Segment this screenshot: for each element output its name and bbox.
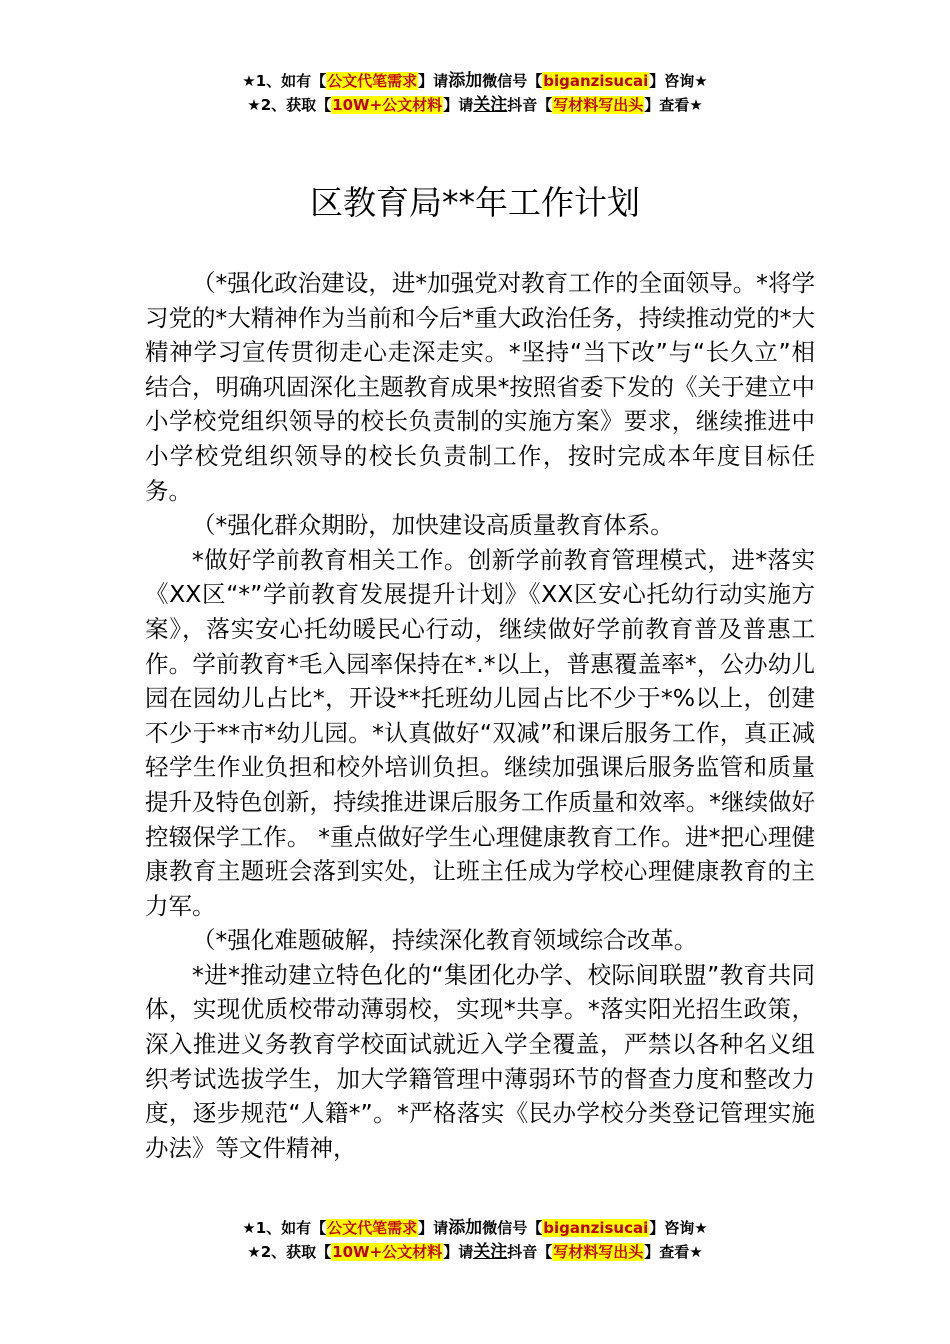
promo-line-1: ★1、如有【公文代笔需求】请添加微信号【biganzisucai】咨询★ — [242, 1218, 708, 1238]
paragraph: *进*推动建立特色化的“集团化办学、校际间联盟”教育共同体，实现优质校带动薄弱校，实现*共享。*落实阳光招生政策，深入推进义务教育学校面试就近入学全覆盖，严禁以各种名义组织考试选拔学生，加大学籍管理中薄弱环节的督查力度和整改力度，逐步规范“人籍*”。*严格落实《民办学校分类登记管理实施办法》等文件精神， — [145, 960, 815, 1162]
paragraph: （*强化难题破解，持续深化教育领域综合改革。 — [192, 926, 698, 955]
highlight-materials: 10W+公文材料 — [332, 96, 443, 114]
paragraph: （*强化政治建设，进*加强党对教育工作的全面领导。*将学习党的*大精神作为当前和今后*重大政治任务，持续推动党的*大精神学习宣传贯彻走心走深走实。*坚持“当下改”与“长久立”相结合，明确巩固深化主题教育成果*按照省委下发的《关于建立中小学校党组织领导的校长负责制的实施方案》要求，继续推进中小学校党组织领导的校长负责制工作，按时完成本年度目标任务。 — [145, 269, 815, 505]
highlight-service: 公文代笔需求 — [327, 72, 418, 90]
highlight-materials: 10W+公文材料 — [332, 1243, 443, 1261]
highlight-douyin: 写材料写出头 — [553, 96, 644, 114]
promo-banner-top — [0, 69, 950, 117]
highlight-wechat-id: biganzisucai — [543, 1219, 649, 1237]
highlight-wechat-id: biganzisucai — [543, 72, 649, 90]
paragraph: *做好学前教育相关工作。创新学前教育管理模式，进*落实《XX区“*”学前教育发展提升计划》《XX区安心托幼行动实施方案》，落实安心托幼暖民心行动，继续做好学前教育普及普惠工作。学前教育*毛入园率保持在*.*以上，普惠覆盖率*，公办幼儿园在园幼儿占比*，开设**托班幼儿园占比不少于*%以上，创建不少于**市*幼儿园。*认真做好“双减”和课后服务工作，真正减轻学生作业负担和校外培训负担。继续加强课后服务监管和质量提升及特色创新，持续推进课后服务工作质量和效率。*继续做好控辍保学工作。 *重点做好学生心理健康教育工作。进*把心理健康教育主题班会落到实处，让班主任成为学校心理健康教育的主力军。 — [145, 545, 815, 920]
paragraph: （*强化群众期盼，加快建设高质量教育体系。 — [192, 511, 674, 540]
promo-banner-bottom — [0, 1216, 950, 1264]
promo-line-2: ★2、获取【10W+公文材料】请关注抖音【写材料写出头】查看★ — [247, 95, 703, 115]
promo-line-2: ★2、获取【10W+公文材料】请关注抖音【写材料写出头】查看★ — [247, 1242, 703, 1262]
document-body — [145, 266, 815, 1165]
highlight-service: 公文代笔需求 — [327, 1219, 418, 1237]
highlight-douyin: 写材料写出头 — [553, 1243, 644, 1261]
promo-line-1: ★1、如有【公文代笔需求】请添加微信号【biganzisucai】咨询★ — [242, 71, 708, 91]
document-title: 区教育局**年工作计划 — [310, 183, 640, 222]
